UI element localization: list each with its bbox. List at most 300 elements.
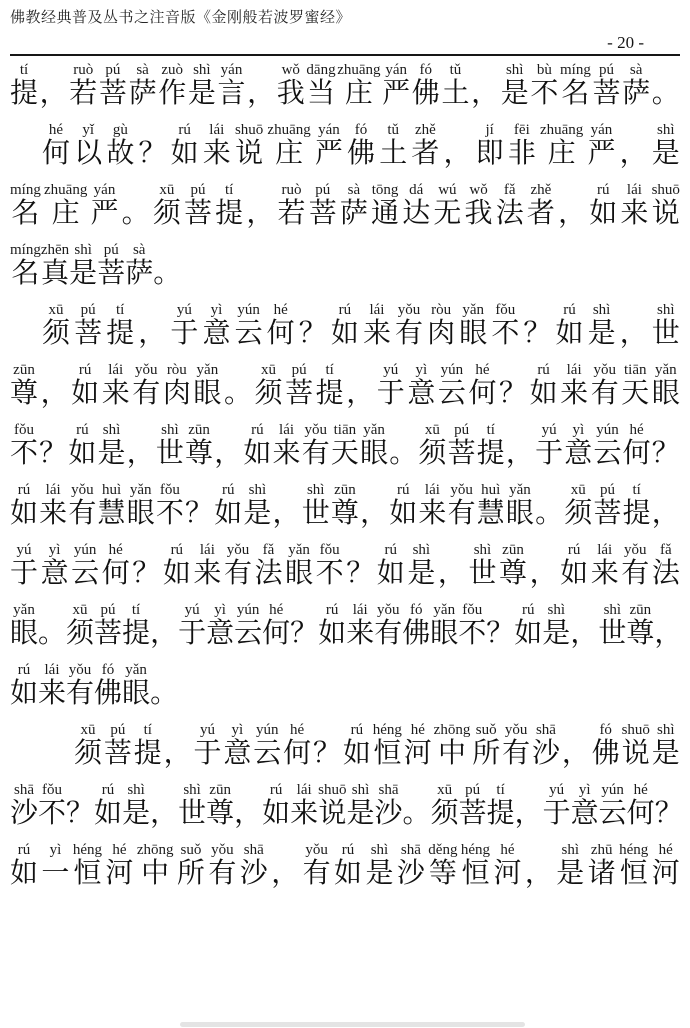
pinyin-annotation: yǎn xyxy=(288,542,310,558)
pinyin-annotation xyxy=(358,362,362,378)
ruby-unit xyxy=(371,182,399,230)
pinyin-annotation: pú xyxy=(110,722,126,738)
ruby-unit xyxy=(412,62,440,110)
ruby-unit xyxy=(620,302,648,350)
hanzi-char: 说 xyxy=(318,798,347,829)
ruby-unit xyxy=(593,482,621,530)
ruby-unit xyxy=(530,62,558,110)
ruby-unit xyxy=(318,782,346,830)
ruby-unit xyxy=(178,782,206,830)
text-line xyxy=(10,242,680,290)
ruby-unit xyxy=(411,122,439,170)
hanzi-char: 如 xyxy=(334,858,363,889)
hanzi-char: ？ xyxy=(654,798,683,829)
pinyin-annotation: fǎ xyxy=(503,182,516,198)
pinyin-annotation: yì xyxy=(210,302,223,318)
ruby-unit xyxy=(433,182,461,230)
ruby-unit xyxy=(127,422,155,470)
ruby-unit xyxy=(10,602,38,650)
pinyin-annotation xyxy=(498,602,502,618)
ruby-unit xyxy=(377,542,405,590)
pinyin-annotation xyxy=(236,362,240,378)
ruby-unit xyxy=(122,662,150,710)
pinyin-annotation: yǒu xyxy=(68,662,92,678)
ruby-unit xyxy=(10,542,38,590)
hanzi-char: 有 xyxy=(208,858,237,889)
hanzi-char: 佛 xyxy=(411,78,440,109)
text-line xyxy=(10,182,680,230)
hanzi-char: 云 xyxy=(593,438,622,469)
ruby-unit xyxy=(38,662,66,710)
ruby-unit xyxy=(418,422,446,470)
ruby-unit xyxy=(104,722,132,770)
pinyin-annotation: lái xyxy=(597,542,613,558)
ruby-unit xyxy=(10,182,41,230)
ruby-unit xyxy=(347,122,375,170)
pinyin-annotation: hé xyxy=(48,122,64,138)
ruby-unit xyxy=(132,362,160,410)
ruby-unit xyxy=(206,782,234,830)
pinyin-annotation: yú xyxy=(16,542,32,558)
hanzi-char: 沙 xyxy=(374,798,403,829)
pinyin-annotation xyxy=(667,782,671,798)
hanzi-char: 世 xyxy=(651,318,680,349)
pinyin-annotation xyxy=(302,602,306,618)
pinyin-annotation: rú xyxy=(17,842,31,858)
ruby-unit xyxy=(343,722,371,770)
pinyin-annotation xyxy=(632,302,636,318)
ruby-unit xyxy=(132,542,160,590)
ruby-unit xyxy=(465,182,493,230)
ruby-unit xyxy=(193,362,221,410)
ruby-unit xyxy=(438,542,466,590)
ruby-unit xyxy=(458,602,486,650)
hanzi-char: ， xyxy=(234,798,263,829)
pinyin-annotation: lái xyxy=(566,362,582,378)
hanzi-char: 眼 xyxy=(122,678,151,709)
ruby-unit xyxy=(652,842,680,890)
hanzi-char: 若 xyxy=(277,198,306,229)
pinyin-annotation: yì xyxy=(578,782,591,798)
pinyin-annotation: rú xyxy=(76,422,89,438)
pinyin-annotation: yú xyxy=(383,362,399,378)
ruby-unit xyxy=(188,62,216,110)
text-line xyxy=(10,662,680,710)
pinyin-annotation: shì xyxy=(561,842,580,858)
hanzi-char: 肉 xyxy=(162,378,191,409)
pinyin-annotation: fǒu xyxy=(42,782,63,798)
ruby-unit xyxy=(418,482,446,530)
hanzi-char: ， xyxy=(214,438,243,469)
pinyin-annotation: tí xyxy=(143,722,152,738)
ruby-unit xyxy=(562,722,590,770)
pinyin-annotation: pú xyxy=(598,62,614,78)
ruby-unit xyxy=(591,542,619,590)
hanzi-char: ， xyxy=(437,558,466,589)
hanzi-char: 如 xyxy=(376,558,405,589)
pinyin-annotation: tǔ xyxy=(449,62,462,78)
hanzi-char: 庄 xyxy=(275,138,304,169)
hanzi-char: 恒 xyxy=(461,858,490,889)
pinyin-annotation: lái xyxy=(424,482,440,498)
hanzi-char: 菩 xyxy=(447,438,476,469)
pinyin-annotation xyxy=(664,62,668,78)
pinyin-annotation xyxy=(53,362,57,378)
hanzi-char: 提 xyxy=(486,798,515,829)
pinyin-annotation: yǎn xyxy=(509,482,531,498)
hanzi-char: 萨 xyxy=(339,198,368,229)
pinyin-annotation: yún xyxy=(440,362,464,378)
ruby-unit xyxy=(501,62,529,110)
ruby-unit xyxy=(486,602,514,650)
ruby-unit xyxy=(535,422,563,470)
hanzi-char: 达 xyxy=(402,198,431,229)
ruby-unit xyxy=(499,542,527,590)
ruby-unit xyxy=(560,62,591,110)
pinyin-annotation: tí xyxy=(131,602,141,618)
ruby-unit xyxy=(217,62,245,110)
text-line xyxy=(10,842,680,890)
pinyin-annotation: yú xyxy=(200,722,215,738)
pinyin-annotation xyxy=(415,782,419,798)
ruby-unit xyxy=(106,122,134,170)
hanzi-char: ， xyxy=(150,798,179,829)
ruby-unit xyxy=(431,782,459,830)
ruby-unit xyxy=(90,182,118,230)
ruby-unit xyxy=(593,422,621,470)
pinyin-annotation: lái xyxy=(44,662,60,678)
pinyin-annotation: yì xyxy=(572,422,585,438)
pinyin-annotation: xū xyxy=(80,722,96,738)
ruby-unit xyxy=(215,182,243,230)
ruby-unit xyxy=(235,122,263,170)
hanzi-char: 是 xyxy=(587,318,616,349)
hanzi-char: 有 xyxy=(132,378,161,409)
hanzi-char: 沙 xyxy=(239,858,268,889)
ruby-unit xyxy=(491,302,519,350)
ruby-unit xyxy=(652,362,680,410)
pinyin-annotation: yì xyxy=(48,542,61,558)
hanzi-char: 世 xyxy=(155,438,184,469)
pinyin-annotation: zhuāng xyxy=(267,122,311,138)
ruby-unit xyxy=(379,122,407,170)
pinyin-annotation: hé xyxy=(290,722,305,738)
ruby-unit xyxy=(622,62,650,110)
ruby-unit xyxy=(158,62,186,110)
hanzi-char: 来 xyxy=(418,498,447,529)
ruby-unit xyxy=(619,842,648,890)
pinyin-annotation: lái xyxy=(199,542,215,558)
pinyin-annotation: fǎ xyxy=(659,542,672,558)
hanzi-char: 等 xyxy=(428,858,457,889)
pinyin-annotation xyxy=(570,182,574,198)
pinyin-annotation: rú xyxy=(563,302,576,318)
ruby-unit xyxy=(246,182,274,230)
hanzi-char: 是 xyxy=(542,618,571,649)
hanzi-char: 法 xyxy=(495,198,524,229)
pinyin-annotation xyxy=(259,62,263,78)
pinyin-annotation: rú xyxy=(341,842,355,858)
ruby-unit xyxy=(38,782,66,830)
hanzi-char: 是 xyxy=(500,78,529,109)
pinyin-annotation: tǔ xyxy=(387,122,400,138)
ruby-unit xyxy=(340,182,368,230)
pinyin-annotation: yǒu xyxy=(593,362,616,378)
pinyin-annotation: rú xyxy=(325,602,339,618)
pinyin-annotation: xū xyxy=(159,182,175,198)
ruby-unit xyxy=(255,542,283,590)
ruby-unit xyxy=(94,782,122,830)
ruby-unit xyxy=(346,602,374,650)
ruby-unit xyxy=(306,62,335,110)
horizontal-scrollbar-thumb[interactable] xyxy=(180,1022,525,1027)
pinyin-annotation: pú xyxy=(80,302,96,318)
pinyin-annotation: yú xyxy=(176,302,192,318)
hanzi-char: 沙 xyxy=(396,858,425,889)
ruby-unit xyxy=(316,542,344,590)
ruby-unit xyxy=(564,482,592,530)
pinyin-annotation xyxy=(165,242,169,258)
hanzi-char: 何 xyxy=(468,378,497,409)
hanzi-char: 于 xyxy=(376,378,405,409)
ruby-unit xyxy=(177,842,205,890)
pinyin-annotation: yǎn xyxy=(433,602,456,618)
pinyin-annotation: rú xyxy=(350,722,364,738)
ruby-unit xyxy=(652,542,680,590)
hanzi-char: 云 xyxy=(234,618,263,649)
pinyin-annotation: míng xyxy=(560,62,591,78)
hanzi-char: 萨 xyxy=(622,78,651,109)
hanzi-char: 何 xyxy=(622,438,651,469)
pinyin-annotation xyxy=(511,362,515,378)
pinyin-annotation: héng xyxy=(619,842,649,858)
ruby-unit xyxy=(346,542,374,590)
hanzi-char: 须 xyxy=(66,618,95,649)
ruby-unit xyxy=(10,842,38,890)
hanzi-char: 提 xyxy=(133,738,162,769)
ruby-unit xyxy=(441,62,469,110)
pinyin-annotation: shuō xyxy=(621,722,650,738)
hanzi-char: ， xyxy=(126,438,155,469)
hanzi-char: 来 xyxy=(362,318,391,349)
hanzi-char: 来 xyxy=(202,138,231,169)
pinyin-annotation xyxy=(51,422,55,438)
ruby-unit xyxy=(94,602,122,650)
hanzi-char: 言 xyxy=(217,78,246,109)
hanzi-char: 土 xyxy=(379,138,408,169)
ruby-unit xyxy=(122,782,150,830)
ruby-unit xyxy=(438,362,466,410)
pinyin-annotation: tōng xyxy=(371,182,399,198)
ruby-unit xyxy=(150,602,178,650)
pinyin-annotation: pú xyxy=(315,182,331,198)
hanzi-char: 恒 xyxy=(373,738,402,769)
ruby-unit xyxy=(163,362,191,410)
pinyin-annotation: yán xyxy=(93,182,116,198)
hanzi-char: 有 xyxy=(502,738,531,769)
hanzi-char: 说 xyxy=(651,198,680,229)
ruby-unit xyxy=(206,602,234,650)
ruby-unit xyxy=(389,422,417,470)
ruby-unit xyxy=(402,182,430,230)
hanzi-char: 当 xyxy=(306,78,335,109)
pinyin-annotation xyxy=(358,542,362,558)
ruby-unit xyxy=(129,62,157,110)
ruby-unit xyxy=(10,422,38,470)
pinyin-annotation: xū xyxy=(437,782,453,798)
ruby-unit xyxy=(243,422,271,470)
hanzi-char: 严 xyxy=(382,78,411,109)
pinyin-annotation: xū xyxy=(72,602,88,618)
pinyin-annotation: shā xyxy=(14,782,34,798)
hanzi-char: 菩 xyxy=(184,198,213,229)
hanzi-char: 。 xyxy=(153,258,182,289)
ruby-unit xyxy=(543,782,571,830)
pinyin-annotation: rú xyxy=(269,782,283,798)
pinyin-annotation xyxy=(664,482,668,498)
pinyin-annotation: lái xyxy=(108,362,124,378)
hanzi-char: 有 xyxy=(223,558,252,589)
ruby-unit xyxy=(459,782,487,830)
hanzi-char: 何 xyxy=(101,558,130,589)
ruby-unit xyxy=(530,362,558,410)
sutra-text-body xyxy=(10,62,683,890)
ruby-unit xyxy=(591,362,619,410)
hanzi-char: 眼 xyxy=(459,318,488,349)
pinyin-annotation: zhuāng xyxy=(337,62,381,78)
pinyin-annotation: hé xyxy=(410,722,425,738)
hanzi-char: ， xyxy=(505,438,534,469)
hanzi-char: 于 xyxy=(170,318,199,349)
hanzi-char: ？ xyxy=(185,498,214,529)
hanzi-char: 是 xyxy=(122,798,151,829)
ruby-unit xyxy=(99,62,127,110)
ruby-unit xyxy=(40,62,68,110)
hanzi-char: ， xyxy=(138,318,167,349)
hanzi-char: 佛 xyxy=(591,738,620,769)
ruby-unit xyxy=(560,542,588,590)
pinyin-annotation xyxy=(372,482,376,498)
hanzi-char: 意 xyxy=(223,738,252,769)
hanzi-char: ， xyxy=(514,798,543,829)
hanzi-char: 通 xyxy=(371,198,400,229)
hanzi-char: 来 xyxy=(38,678,67,709)
hanzi-char: 提 xyxy=(315,378,344,409)
ruby-unit xyxy=(273,422,301,470)
ruby-unit xyxy=(156,422,184,470)
hanzi-char: 眼 xyxy=(193,378,222,409)
hanzi-char: 意 xyxy=(40,558,69,589)
pinyin-annotation: shì xyxy=(412,542,431,558)
pinyin-annotation: fǒu xyxy=(159,482,180,498)
hanzi-char: ？ xyxy=(39,438,68,469)
hanzi-char: 来 xyxy=(193,558,222,589)
ruby-unit xyxy=(41,242,69,290)
ruby-unit xyxy=(556,302,584,350)
hanzi-char: 如 xyxy=(514,618,543,649)
hanzi-char: 。 xyxy=(150,678,179,709)
pinyin-annotation xyxy=(258,182,262,198)
pinyin-annotation: hé xyxy=(658,842,673,858)
hanzi-char: 如 xyxy=(71,378,100,409)
ruby-unit xyxy=(652,62,680,110)
hanzi-char: 土 xyxy=(441,78,470,109)
hanzi-char: 来 xyxy=(39,498,68,529)
ruby-unit xyxy=(363,302,391,350)
pinyin-annotation xyxy=(162,602,166,618)
pinyin-annotation xyxy=(197,482,201,498)
ruby-unit xyxy=(397,842,425,890)
hanzi-char: 是 xyxy=(651,738,680,769)
ruby-unit xyxy=(571,782,599,830)
hanzi-char: ， xyxy=(561,738,590,769)
ruby-unit xyxy=(224,542,252,590)
ruby-unit xyxy=(472,722,500,770)
ruby-unit xyxy=(496,182,524,230)
pinyin-annotation: hé xyxy=(633,782,648,798)
hanzi-char: 。 xyxy=(389,438,418,469)
hanzi-char: 河 xyxy=(105,858,134,889)
hanzi-char: 恒 xyxy=(73,858,102,889)
pinyin-annotation: xū xyxy=(570,482,586,498)
hanzi-char: 云 xyxy=(71,558,100,589)
pinyin-annotation xyxy=(139,422,143,438)
pinyin-annotation xyxy=(582,602,586,618)
pinyin-annotation: míng xyxy=(10,242,41,258)
pinyin-annotation: zhōng xyxy=(433,722,471,738)
pinyin-annotation: hé xyxy=(273,302,288,318)
pinyin-annotation: yún xyxy=(236,602,260,618)
hanzi-char: 若 xyxy=(69,78,98,109)
pinyin-annotation: yǎn xyxy=(125,662,147,678)
ruby-unit xyxy=(468,362,496,410)
hanzi-char: 。 xyxy=(121,198,150,229)
hanzi-char: 云 xyxy=(234,318,263,349)
hanzi-char: 意 xyxy=(206,618,235,649)
ruby-unit xyxy=(560,362,588,410)
pinyin-annotation: pú xyxy=(465,782,481,798)
pinyin-annotation: yán xyxy=(385,62,407,78)
ruby-unit xyxy=(262,602,290,650)
pinyin-annotation: fǎ xyxy=(262,542,275,558)
ruby-unit xyxy=(10,62,38,110)
ruby-unit xyxy=(137,842,174,890)
hanzi-char: 如 xyxy=(529,378,558,409)
pinyin-annotation: yì xyxy=(49,842,62,858)
hanzi-char: 名 xyxy=(11,198,40,229)
pinyin-annotation: rú xyxy=(17,662,31,678)
ruby-unit xyxy=(285,542,313,590)
pinyin-annotation: sà xyxy=(132,242,146,258)
pinyin-annotation xyxy=(527,782,531,798)
pinyin-annotation: tí xyxy=(225,182,234,198)
ruby-unit xyxy=(627,782,655,830)
pinyin-annotation: fǒu xyxy=(462,602,483,618)
ruby-unit xyxy=(235,302,263,350)
pinyin-annotation: tí xyxy=(496,782,505,798)
ruby-unit xyxy=(523,302,551,350)
pinyin-annotation xyxy=(547,482,551,498)
hanzi-char: 严 xyxy=(90,198,119,229)
hanzi-char: 菩 xyxy=(592,78,621,109)
hanzi-char: 提 xyxy=(622,498,651,529)
ruby-unit xyxy=(365,842,393,890)
ruby-unit xyxy=(243,482,271,530)
ruby-unit xyxy=(558,182,586,230)
pinyin-annotation: shì xyxy=(473,542,492,558)
ruby-unit xyxy=(234,602,262,650)
ruby-unit xyxy=(102,362,130,410)
